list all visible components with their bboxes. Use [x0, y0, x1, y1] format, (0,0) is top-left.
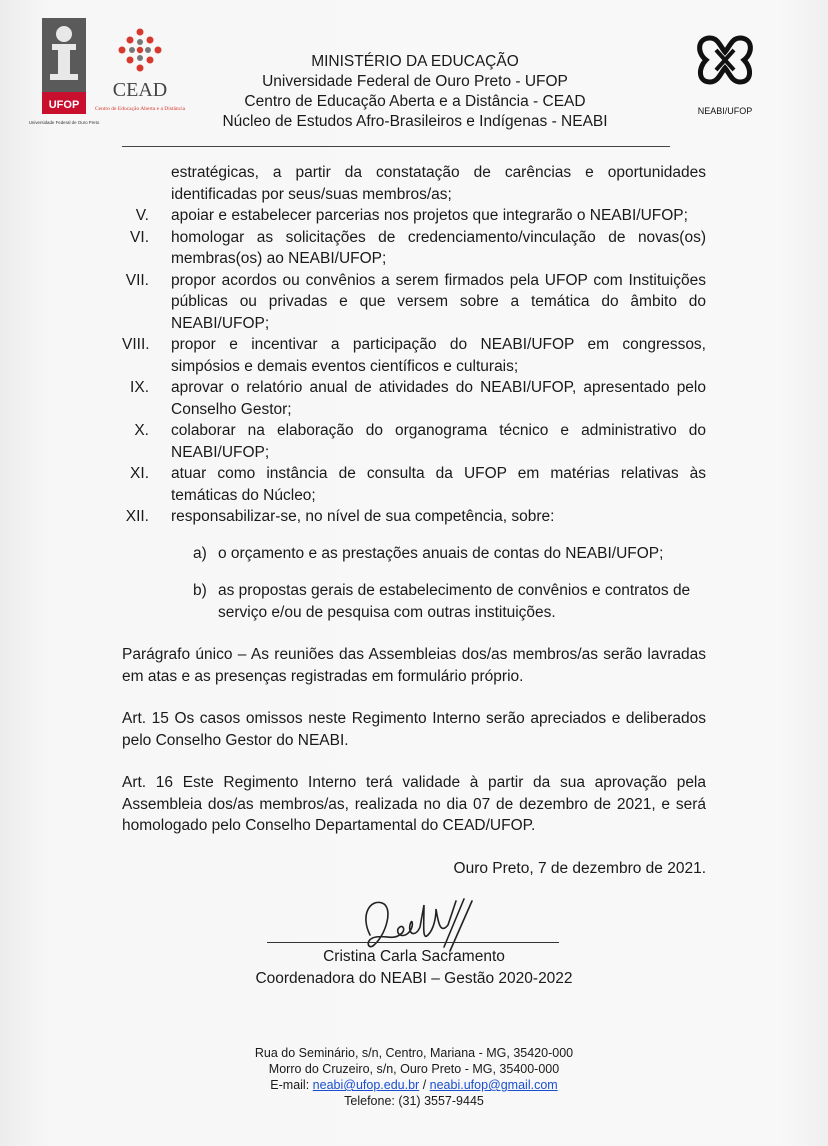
- cead-logo-label: CEAD: [112, 79, 168, 101]
- email-link-1[interactable]: neabi@ufop.edu.br: [312, 1078, 420, 1092]
- continuation-text: estratégicas, a partir da constatação de carências e oportunidades identificadas por seus/suas membros/as;: [171, 164, 706, 203]
- document-body: [122, 162, 706, 879]
- cead-logo: [94, 24, 186, 124]
- footer-address-2: Morro do Cruzeiro, s/n, Ouro Preto - MG, 35400-000: [268, 1062, 560, 1076]
- header-divider: [122, 146, 670, 147]
- list-item: VIII. propor e incentivar a participação do NEABI/UFOP em congressos, simpósios e demais eventos científicos e culturais;: [122, 336, 706, 375]
- signature-block: [245, 895, 583, 990]
- sub-item: a) o orçamento e as prestações anuais de contas do NEABI/UFOP;: [193, 545, 664, 562]
- nucleus-name: Núcleo de Estudos Afro-Brasileiros e Indígenas - NEABI: [222, 113, 608, 130]
- list-item: IX. aprovar o relatório anual de atividades do NEABI/UFOP, apresentado pelo Conselho Gestor;: [130, 379, 706, 418]
- email-separator: /: [422, 1078, 427, 1092]
- email-link-2[interactable]: neabi.ufop@gmail.com: [429, 1078, 558, 1092]
- paragrafo-unico: Parágrafo único – As reuniões das Assembleias dos/as membros/as serão lavradas em atas e as presenças registradas em formulário próprio.: [122, 646, 706, 685]
- university-name: Universidade Federal de Ouro Preto - UFOP: [262, 73, 568, 90]
- ufop-logo-caption: Universidade Federal de Ouro Preto: [28, 120, 100, 125]
- ministry-title: MINISTÉRIO DA EDUCAÇÃO: [311, 53, 519, 70]
- email-label: E-mail:: [270, 1078, 310, 1092]
- cead-logo-caption: Centro de Educação Aberta e a Distância: [94, 106, 186, 112]
- list-item: VI. homologar as solicitações de credenciamento/vinculação de novas(os) membras(os) ao NEABI/UFOP;: [130, 228, 706, 267]
- list-item: VII. propor acordos ou convênios a serem firmados pela UFOP com Instituições públicas ou privadas e que versem sobre a temática do âmbito do NEABI/UFOP;: [125, 271, 706, 332]
- neabi-logo-label: NEABI/UFOP: [697, 106, 753, 116]
- center-name: Centro de Educação Aberta e a Distância - CEAD: [244, 93, 586, 110]
- article-16: Art. 16 Este Regimento Interno terá validade à partir da sua aprovação pela Assembleia dos/as membros/as, realizada no dia 07 de dezembro de 2021, e será homologado pelo Conselho Departamental do CEAD/UFOP.: [122, 774, 706, 834]
- footer-email-line: [180, 1077, 648, 1093]
- signatory-name: Cristina Carla Sacramento: [323, 948, 505, 965]
- footer-address-1: Rua do Seminário, s/n, Centro, Mariana - MG, 35420-000: [254, 1046, 574, 1060]
- article-15: Art. 15 Os casos omissos neste Regimento Interno serão apreciados e deliberados pelo Conselho Gestor do NEABI.: [122, 710, 706, 749]
- signatory-role: Coordenadora do NEABI – Gestão 2020-2022: [255, 970, 573, 987]
- sub-item: b) as propostas gerais de estabelecimento de convênios e contratos de serviço e/ou de pesquisa com outras instituições.: [193, 582, 691, 621]
- list-item: V. apoiar e estabelecer parcerias nos projetos que integrarão o NEABI/UFOP;: [135, 207, 688, 224]
- letterhead-text: [180, 52, 650, 132]
- list-item: XI. atuar como instância de consulta da UFOP em matérias relativas às temáticas do Núcleo;: [130, 465, 706, 504]
- ufop-logo: [28, 18, 100, 136]
- list-item: XII. responsabilizar-se, no nível de sua competência, sobre:: [125, 508, 555, 525]
- list-item: X. colaborar na elaboração do organograma técnico e administrativo do NEABI/UFOP;: [134, 422, 706, 461]
- place-date: Ouro Preto, 7 de dezembro de 2021.: [453, 859, 706, 877]
- footer-phone: Telefone: (31) 3557-9445: [344, 1094, 484, 1108]
- neabi-logo: [690, 34, 760, 120]
- ufop-logo-label: UFOP: [48, 99, 80, 111]
- footer: [180, 1045, 648, 1109]
- letterhead: [0, 0, 828, 150]
- signature-line: [267, 942, 559, 943]
